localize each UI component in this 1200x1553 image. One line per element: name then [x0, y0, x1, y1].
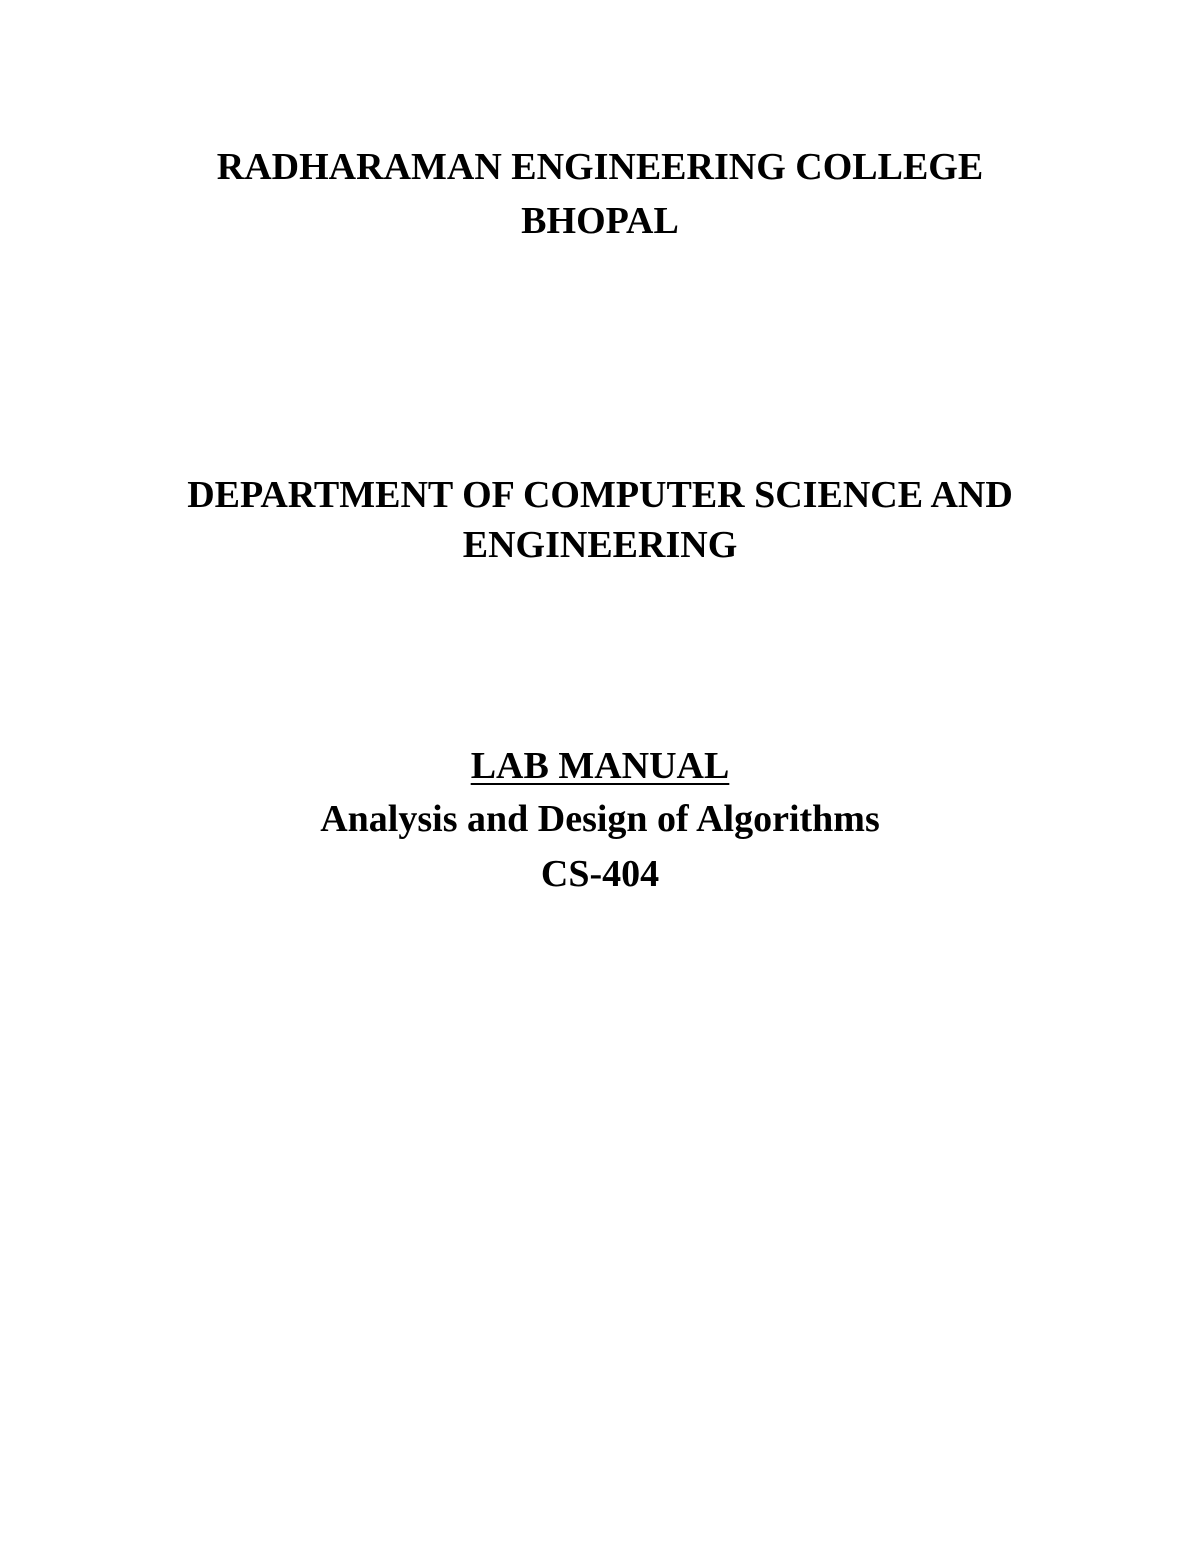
college-name: RADHARAMAN ENGINEERING COLLEGE	[216, 146, 984, 188]
college-city: BHOPAL	[521, 200, 679, 242]
subject-title: Analysis and Design of Algorithms	[320, 798, 880, 840]
subject-code: CS-404	[540, 853, 660, 895]
department-name-line-2: ENGINEERING	[462, 524, 738, 566]
lab-manual-heading	[0, 743, 1200, 789]
lab-manual-heading-text: LAB MANUAL	[470, 745, 730, 787]
department-name-line-1: DEPARTMENT OF COMPUTER SCIENCE AND	[187, 474, 1013, 516]
